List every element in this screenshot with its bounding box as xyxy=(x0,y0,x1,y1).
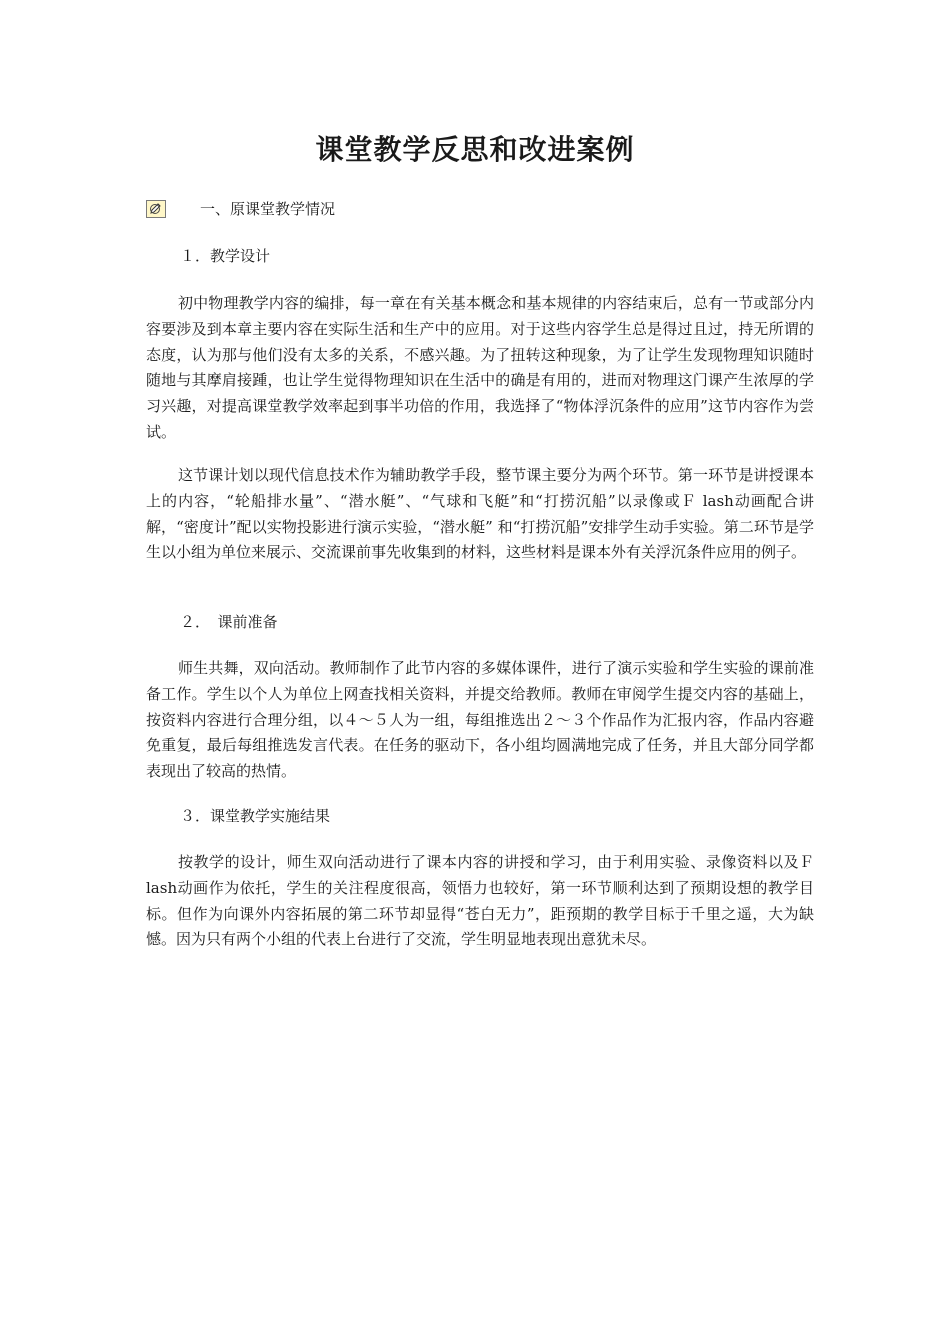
subheading-preparation: ２． 课前准备 xyxy=(180,613,278,631)
paragraph-4: 按教学的设计，师生双向活动进行了课本内容的讲授和学习，由于利用实验、录像资料以及Ｆ lash动画作为依托，学生的关注程度很高，领悟力也较好，第一环节顺利达到了预期设想的教学目标。但作为向课外内容拓展的第二环节却显得“苍白无力”，距预期的教学目标于千里之遥，大为缺憾。因为只有两个小组的代表上台进行了交流，学生明显地表现出意犹未尽。 xyxy=(146,853,814,949)
paragraph-2: 这节课计划以现代信息技术作为辅助教学手段，整节课主要分为两个环节。第一环节是讲授课本上的内容，“轮船排水量”、“潜水艇”、“气球和飞艇”和“打捞沉船”以录像或Ｆ lash动画配合讲解，“密度计”配以实物投影进行演示实验，“潜水艇” 和“打捞沉船”安排学生动手实验。第二环节是学生以小组为单位来展示、交流课前事先收集到的材料，这些材料是课本外有关浮沉条件应用的例子。 xyxy=(146,466,814,562)
subheading-results: ３．课堂教学实施结果 xyxy=(180,807,331,825)
paragraph-3: 师生共舞，双向活动。教师制作了此节内容的多媒体课件，进行了演示实验和学生实验的课前准备工作。学生以个人为单位上网查找相关资料，并提交给教师。教师在审阅学生提交内容的基础上，按资料内容进行合理分组，以４～５人为一组，每组推选出２～３个作品作为汇报内容，作品内容避免重复，最后每组推选发言代表。在任务的驱动下，各小组均圆满地完成了任务，并且大部分同学都表现出了较高的热情。 xyxy=(146,659,814,781)
document-title: 课堂教学反思和改进案例 xyxy=(315,133,635,166)
subheading-teaching-design: １．教学设计 xyxy=(180,247,271,265)
pencil-icon xyxy=(148,202,164,216)
section-heading-row xyxy=(146,195,335,223)
section-heading: 一、原课堂教学情况 xyxy=(200,200,336,218)
paragraph-1: 初中物理教学内容的编排，每一章在有关基本概念和基本规律的内容结束后，总有一节或部分内容要涉及到本章主要内容在实际生活和生产中的应用。对于这些内容学生总是得过且过，持无所谓的态度，认为那与他们没有太多的关系，不感兴趣。为了扭转这种现象，为了让学生发现物理知识随时随地与其摩肩接踵，也让学生觉得物理知识在生活中的确是有用的，进而对物理这门课产生浓厚的学习兴趣，对提高课堂教学效率起到事半功倍的作用，我选择了“物体浮沉条件的应用”这节内容作为尝试。 xyxy=(146,294,814,441)
edit-field-icon[interactable] xyxy=(146,200,166,218)
